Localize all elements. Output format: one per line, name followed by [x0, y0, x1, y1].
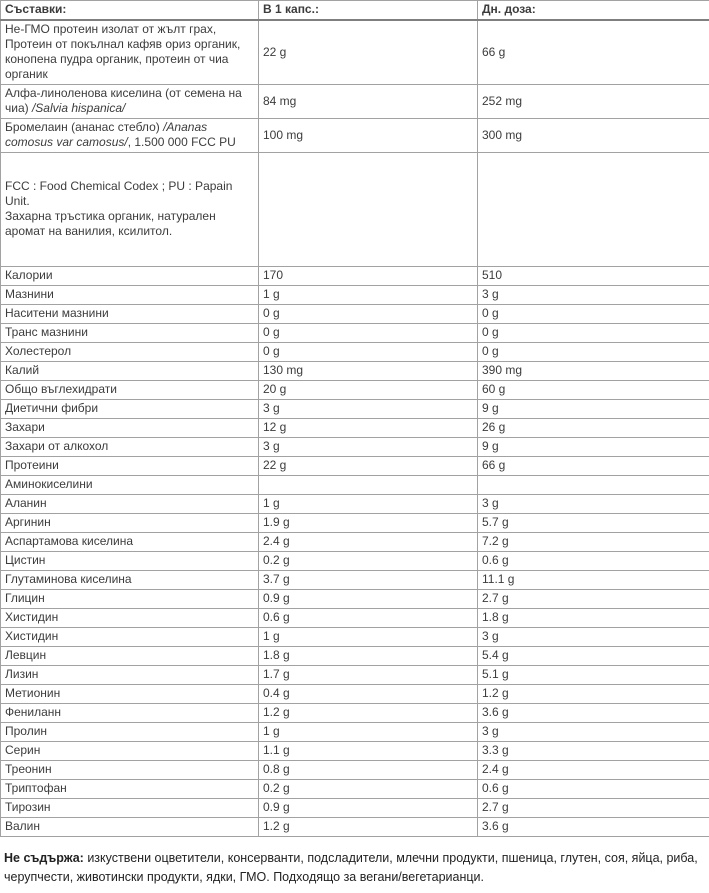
ingredient-cell: Лизин	[1, 666, 259, 685]
ingredient-cell: Транс мазнини	[1, 324, 259, 343]
daily-dose-cell: 3.6 g	[478, 704, 709, 723]
per-capsule-cell: 1.8 g	[259, 647, 478, 666]
daily-dose-cell: 390 mg	[478, 362, 709, 381]
ingredient-cell: Фениланн	[1, 704, 259, 723]
daily-dose-cell: 26 g	[478, 419, 709, 438]
table-row	[1, 742, 709, 761]
ingredient-cell: Не-ГМО протеин изолат от жълт грах, Протеин от покълнал кафяв ориз органик, конопена пудра органик, протеин от чиа органик	[1, 20, 259, 85]
table-row	[1, 85, 709, 119]
per-capsule-cell: 1.2 g	[259, 818, 478, 837]
table-row	[1, 419, 709, 438]
table-header-row	[1, 1, 709, 21]
daily-dose-cell: 3 g	[478, 495, 709, 514]
daily-dose-cell: 5.7 g	[478, 514, 709, 533]
per-capsule-cell: 0.4 g	[259, 685, 478, 704]
per-capsule-cell	[259, 153, 478, 267]
table-row	[1, 685, 709, 704]
table-row	[1, 343, 709, 362]
daily-dose-cell	[478, 476, 709, 495]
ingredient-cell: Общо въглехидрати	[1, 381, 259, 400]
per-capsule-cell: 0.2 g	[259, 780, 478, 799]
ingredient-cell: Диетични фибри	[1, 400, 259, 419]
daily-dose-cell: 11.1 g	[478, 571, 709, 590]
per-capsule-cell: 1 g	[259, 286, 478, 305]
per-capsule-cell: 1.1 g	[259, 742, 478, 761]
table-row	[1, 438, 709, 457]
disclaimer	[0, 849, 709, 893]
ingredient-cell: Аргинин	[1, 514, 259, 533]
table-row	[1, 647, 709, 666]
daily-dose-cell: 0 g	[478, 343, 709, 362]
table-row	[1, 324, 709, 343]
table-row	[1, 514, 709, 533]
ingredient-cell: Алфа-линоленова киселина (от семена на чиа) /Salvia hispanica/	[1, 85, 259, 119]
ingredient-cell: Мазнини	[1, 286, 259, 305]
per-capsule-cell: 100 mg	[259, 119, 478, 153]
daily-dose-cell: 66 g	[478, 20, 709, 85]
ingredient-cell: Цистин	[1, 552, 259, 571]
daily-dose-cell: 9 g	[478, 400, 709, 419]
ingredient-cell: Хистидин	[1, 628, 259, 647]
daily-dose-cell: 300 mg	[478, 119, 709, 153]
per-capsule-cell: 170	[259, 267, 478, 286]
daily-dose-cell: 3.6 g	[478, 818, 709, 837]
ingredient-cell: Серин	[1, 742, 259, 761]
daily-dose-cell: 3 g	[478, 286, 709, 305]
ingredient-cell: Левцин	[1, 647, 259, 666]
daily-dose-cell: 5.4 g	[478, 647, 709, 666]
ingredient-cell: Метионин	[1, 685, 259, 704]
daily-dose-cell: 2.4 g	[478, 761, 709, 780]
table-row	[1, 704, 709, 723]
ingredient-cell: Наситени мазнини	[1, 305, 259, 324]
ingredient-cell: FCC : Food Chemical Codex ; PU : Papain Unit. Захарна тръстика органик, натурален аромат на ванилия, ксилитол.	[1, 153, 259, 267]
table-row	[1, 457, 709, 476]
ingredient-cell: Глицин	[1, 590, 259, 609]
disclaimer-lead: Не съдържа:	[4, 851, 84, 865]
ingredient-cell: Аланин	[1, 495, 259, 514]
per-capsule-cell: 0.9 g	[259, 799, 478, 818]
table-row	[1, 381, 709, 400]
ingredient-cell: Хистидин	[1, 609, 259, 628]
daily-dose-cell: 510	[478, 267, 709, 286]
per-capsule-cell: 3 g	[259, 400, 478, 419]
ingredient-cell: Захари	[1, 419, 259, 438]
per-capsule-cell: 22 g	[259, 457, 478, 476]
per-capsule-cell: 0 g	[259, 343, 478, 362]
disclaimer-text: изкуствени оцветители, консерванти, подсладители, млечни продукти, пшеница, глутен, соя, яйца, риба, черупчести, животински продукти, ядки, ГМО. Подходящо за вегани/вегетарианци.	[4, 851, 698, 884]
daily-dose-cell: 3.3 g	[478, 742, 709, 761]
daily-dose-cell: 3 g	[478, 723, 709, 742]
table-row	[1, 818, 709, 837]
ingredient-cell: Захари от алкохол	[1, 438, 259, 457]
per-capsule-cell: 2.4 g	[259, 533, 478, 552]
ingredient-cell: Тирозин	[1, 799, 259, 818]
header-ingredients: Съставки:	[1, 1, 259, 21]
table-row	[1, 153, 709, 267]
daily-dose-cell: 0 g	[478, 324, 709, 343]
per-capsule-cell: 20 g	[259, 381, 478, 400]
table-row	[1, 362, 709, 381]
per-capsule-cell: 0.8 g	[259, 761, 478, 780]
table-row	[1, 590, 709, 609]
table-row	[1, 571, 709, 590]
daily-dose-cell: 7.2 g	[478, 533, 709, 552]
daily-dose-cell: 1.8 g	[478, 609, 709, 628]
table-row	[1, 286, 709, 305]
daily-dose-cell: 2.7 g	[478, 799, 709, 818]
daily-dose-cell: 66 g	[478, 457, 709, 476]
ingredient-cell: Валин	[1, 818, 259, 837]
per-capsule-cell: 3 g	[259, 438, 478, 457]
table-row	[1, 533, 709, 552]
per-capsule-cell: 84 mg	[259, 85, 478, 119]
table-row	[1, 780, 709, 799]
daily-dose-cell: 252 mg	[478, 85, 709, 119]
ingredient-cell: Глутаминова киселина	[1, 571, 259, 590]
table-row	[1, 495, 709, 514]
table-row	[1, 799, 709, 818]
table-row	[1, 609, 709, 628]
per-capsule-cell: 0.2 g	[259, 552, 478, 571]
daily-dose-cell: 0.6 g	[478, 780, 709, 799]
daily-dose-cell: 9 g	[478, 438, 709, 457]
table-row	[1, 267, 709, 286]
table-row	[1, 628, 709, 647]
per-capsule-cell: 0.9 g	[259, 590, 478, 609]
per-capsule-cell: 3.7 g	[259, 571, 478, 590]
daily-dose-cell: 2.7 g	[478, 590, 709, 609]
ingredient-cell: Треонин	[1, 761, 259, 780]
table-row	[1, 400, 709, 419]
daily-dose-cell: 3 g	[478, 628, 709, 647]
ingredient-cell: Триптофан	[1, 780, 259, 799]
daily-dose-cell	[478, 153, 709, 267]
per-capsule-cell: 0 g	[259, 324, 478, 343]
per-capsule-cell: 1.2 g	[259, 704, 478, 723]
per-capsule-cell: 1 g	[259, 723, 478, 742]
ingredient-cell: Аминокиселини	[1, 476, 259, 495]
table-row	[1, 666, 709, 685]
per-capsule-cell: 0 g	[259, 305, 478, 324]
per-capsule-cell: 1.7 g	[259, 666, 478, 685]
header-per-capsule: В 1 капс.:	[259, 1, 478, 21]
table-row	[1, 761, 709, 780]
ingredient-cell: Калории	[1, 267, 259, 286]
header-daily-dose: Дн. доза:	[478, 1, 709, 21]
daily-dose-cell: 0 g	[478, 305, 709, 324]
per-capsule-cell	[259, 476, 478, 495]
per-capsule-cell: 1 g	[259, 628, 478, 647]
table-row	[1, 552, 709, 571]
per-capsule-cell: 0.6 g	[259, 609, 478, 628]
ingredient-cell: Холестерол	[1, 343, 259, 362]
per-capsule-cell: 12 g	[259, 419, 478, 438]
daily-dose-cell: 0.6 g	[478, 552, 709, 571]
daily-dose-cell: 5.1 g	[478, 666, 709, 685]
table-row	[1, 305, 709, 324]
table-row	[1, 20, 709, 85]
daily-dose-cell: 60 g	[478, 381, 709, 400]
table-row	[1, 723, 709, 742]
table-row	[1, 119, 709, 153]
ingredient-cell: Пролин	[1, 723, 259, 742]
per-capsule-cell: 1 g	[259, 495, 478, 514]
ingredient-cell: Калий	[1, 362, 259, 381]
per-capsule-cell: 22 g	[259, 20, 478, 85]
per-capsule-cell: 130 mg	[259, 362, 478, 381]
ingredient-cell: Протеини	[1, 457, 259, 476]
ingredient-cell: Аспартамова киселина	[1, 533, 259, 552]
per-capsule-cell: 1.9 g	[259, 514, 478, 533]
ingredient-cell: Бромелаин (ананас стебло) /Ananas comosus var camosus/, 1.500 000 FCC PU	[1, 119, 259, 153]
daily-dose-cell: 1.2 g	[478, 685, 709, 704]
table-row	[1, 476, 709, 495]
